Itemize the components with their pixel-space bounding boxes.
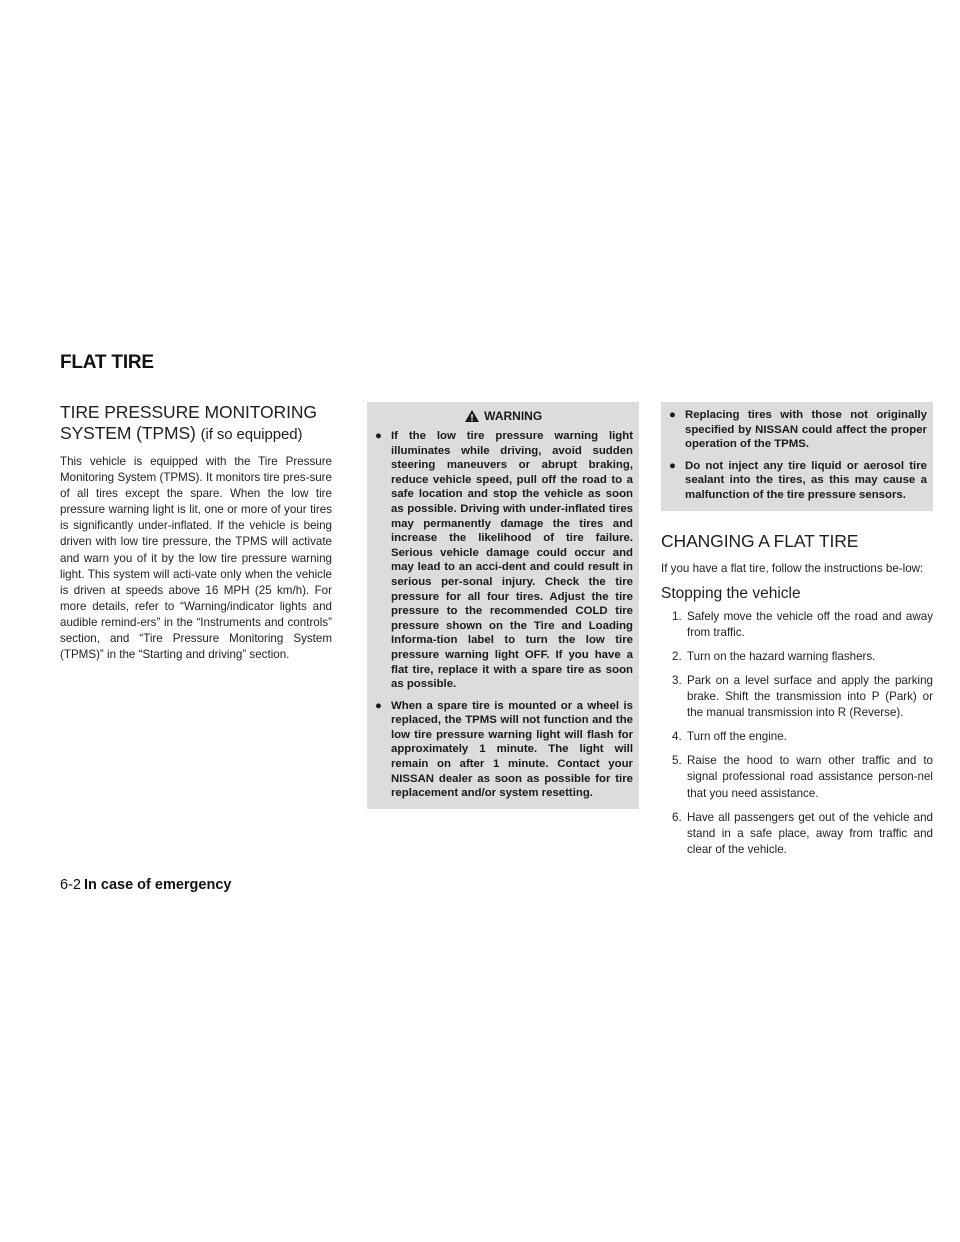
warning-item-text: When a spare tire is mounted or a wheel is replaced, the TPMS will not function and the low tire pressure warning light will flash for approximately 1 minute. The light will remain on after 1 minute. Contact your NISSAN dealer as soon as possible for tire replacement and/or system resetting.: [391, 699, 633, 800]
column-right: [661, 402, 933, 866]
warning-item-text: Do not inject any tire liquid or aerosol tire sealant into the tires, as this may cause a malfunction of the tire pressure sensors.: [685, 459, 927, 501]
tpms-body: This vehicle is equipped with the Tire Pressure Monitoring System (TPMS). It monitors tire pres-sure of all tires except the spare. When the low tire pressure warning light is lit, one or more of your tires is significantly under-inflated. If the vehicle is being driven with low tire pressure, the TPMS will activate and warn you of it by the low tire pressure warning light. This system will acti-vate only when the vehicle is driven at speeds above 16 MPH (25 km/h). For more details, refer to “Warning/indicator lights and audible remind-ers” in the “Instruments and controls” section, and “Tire Pressure Monitoring System (TPMS)” in the “Starting and driving” section.: [60, 455, 332, 662]
tpms-heading-main: TIRE PRESSURE MONITORING SYSTEM (TPMS): [60, 402, 317, 443]
warning-label: WARNING: [484, 409, 543, 423]
steps-list: [661, 609, 933, 858]
changing-heading: CHANGING A FLAT TIRE: [661, 530, 859, 551]
step-text: Have all passengers get out of the vehicle and stand in a safe place, away from traffic and clear of the vehicle.: [687, 810, 933, 856]
step-number: 5.: [672, 754, 682, 768]
step-item: [661, 753, 933, 801]
step-number: 3.: [672, 673, 682, 687]
warning-item-text: If the low tire pressure warning light illuminates while driving, avoid sudden steering maneuvers or abrupt braking, reduce vehicle speed, pull off the road to a safe location and stop the vehicle as soon as possible. Driving with under-inflated tires may permanently damage the tires and increase the likelihood of tire failure. Serious vehicle damage could occur and may lead to an acci-dent and could result in serious per-sonal injury. Check the tire pressure for all four tires. Adjust the tire pressure to the recommended COLD tire pressure shown on the Tire and Loading Informa-tion label to turn the low tire pressure warning light OFF. If you have a flat tire, replace it with a spare tire as soon as possible.: [391, 430, 633, 691]
step-text: Turn off the engine.: [687, 730, 787, 744]
step-number: 6.: [672, 810, 682, 824]
warning-item: [373, 699, 633, 801]
step-item: [661, 609, 933, 641]
step-item: [661, 810, 933, 858]
bullet-icon: ●: [669, 459, 676, 472]
step-item: [661, 649, 933, 665]
tpms-heading: [60, 402, 332, 445]
column-left: [60, 402, 332, 663]
section-title: FLAT TIRE: [60, 352, 154, 373]
bullet-icon: ●: [669, 409, 676, 421]
warning-triangle-icon: [464, 409, 484, 423]
changing-intro: If you have a flat tire, follow the instructions be-low:: [661, 561, 924, 575]
step-text: Raise the hood to warn other traffic and to signal professional road assistance person-nel that you need assistance.: [687, 754, 933, 800]
stopping-subheading: Stopping the vehicle: [661, 584, 801, 602]
warning-item: [667, 459, 927, 503]
warning-box-continued: [661, 402, 933, 511]
step-text: Safely move the vehicle off the road and away from traffic.: [687, 609, 933, 639]
page-footer: [60, 877, 231, 893]
bullet-icon: ●: [375, 430, 382, 442]
warning-header: [373, 407, 633, 425]
warning-item-text: Replacing tires with those not originally specified by NISSAN could affect the proper operation of the TPMS.: [685, 409, 927, 451]
bullet-icon: ●: [375, 699, 382, 712]
step-item: [661, 729, 933, 745]
page-number: 6-2: [60, 877, 81, 893]
step-number: 4.: [672, 730, 682, 744]
chapter-title: In case of emergency: [83, 877, 232, 893]
warning-item: [667, 408, 927, 452]
step-number: 1.: [672, 609, 682, 623]
column-middle: [367, 402, 639, 809]
step-number: 2.: [672, 649, 682, 663]
step-text: Park on a level surface and apply the parking brake. Shift the transmission into P (Park) or the manual transmission into R (Reverse).: [687, 673, 933, 720]
step-text: Turn on the hazard warning flashers.: [687, 649, 876, 663]
warning-item: [373, 429, 633, 692]
warning-box: [367, 402, 639, 809]
step-item: [661, 673, 933, 721]
tpms-heading-note: (if so equipped): [200, 426, 303, 443]
